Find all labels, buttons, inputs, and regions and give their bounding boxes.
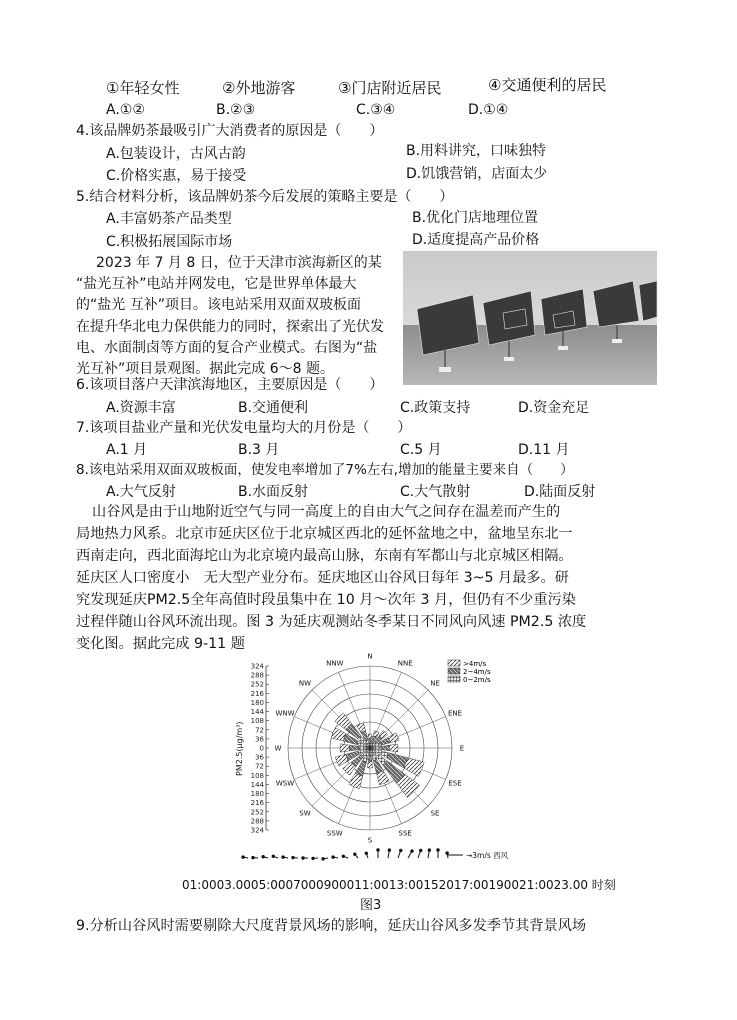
q7-stem: 7.该项目盐业产量和光伏发电量均大的月份是（ ） xyxy=(76,420,412,436)
q8-option-a: A.大气反射 xyxy=(106,484,176,500)
wind-wedge xyxy=(368,734,372,738)
wind-arrow-head xyxy=(322,858,324,860)
wind-arrow-head xyxy=(252,856,254,858)
direction-label: W xyxy=(274,744,282,753)
figure-legend xyxy=(448,660,491,684)
q5-option-c: C.积极拓展国际市场 xyxy=(106,234,233,250)
para2-line-7: 变化图。据此完成 9-11 题 xyxy=(76,636,245,652)
wind-wedge xyxy=(404,758,424,777)
para1-line-4: 在提升华北电力保供能力的同时，探索出了光伏发 xyxy=(76,319,384,335)
wind-wedge xyxy=(380,745,390,750)
direction-label: NE xyxy=(430,679,440,688)
wind-arrow-head xyxy=(437,849,439,851)
direction-label: SW xyxy=(299,809,311,818)
wind-arrow-head xyxy=(420,849,422,851)
q9-stem: 9.分析山谷风时需要剔除大尺度背景风场的影响，延庆山谷风多发季节其背景风场 xyxy=(76,918,587,934)
y-tick-label: 72 xyxy=(255,762,264,771)
wind-arrow-head xyxy=(354,853,356,855)
y-tick-label: 108 xyxy=(250,717,264,726)
q3-item-2: ②外地游客 xyxy=(222,79,296,97)
q3-item-1: ①年轻女性 xyxy=(106,79,180,97)
q3-item-4: ④交通便利的居民 xyxy=(488,76,607,94)
q6-option-c: C.政策支持 xyxy=(400,400,471,416)
para2-line-2: 局地热力风系。北京市延庆区位于北京城区西北的延怀盆地之中，盆地呈东北一 xyxy=(76,526,573,542)
y-tick-label: 216 xyxy=(250,799,264,808)
q5-option-b: B.优化门店地理位置 xyxy=(412,210,539,226)
para1-line-6: 光互补”项目景观图。据此完成 6～8 题。 xyxy=(76,361,334,377)
wind-arrow-head xyxy=(446,852,448,854)
y-tick-label: 252 xyxy=(250,680,264,689)
para2-line-6: 过程伴随山谷风环流出现。图 3 为延庆观测站冬季某日不同风向风速 PM2.5 浓度 xyxy=(76,614,587,630)
direction-label: E xyxy=(459,744,465,753)
y-tick-label: 36 xyxy=(255,735,264,744)
wind-wedge xyxy=(373,731,379,738)
wind-arrow-head xyxy=(292,856,294,858)
q6-stem: 6.该项目落户天津滨海地区，主要原因是（ ） xyxy=(76,377,384,393)
para2-line-5: 究发现延庆PM2.5全年高值时段虽集中在 10 月～次年 3 月，但仍有不少重污染 xyxy=(76,592,576,608)
wind-arrow-head xyxy=(377,849,379,851)
q6-option-d: D.资金充足 xyxy=(518,400,590,416)
wind-wedge xyxy=(389,744,398,752)
q3-option-c: C.③④ xyxy=(356,102,396,118)
direction-label: N xyxy=(367,652,373,661)
direction-label: NW xyxy=(298,679,312,688)
q7-option-d: D.11 月 xyxy=(518,442,570,458)
y-tick-label: 72 xyxy=(255,726,264,735)
wind-arrow-head xyxy=(411,850,413,852)
wind-arrow-head xyxy=(428,849,430,851)
wind-wedge xyxy=(369,738,372,743)
direction-label: SSW xyxy=(326,829,343,838)
y-tick-label: 0 xyxy=(259,744,264,753)
y-tick-label: 324 xyxy=(250,826,264,835)
y-tick-label: 180 xyxy=(250,698,264,707)
direction-label: WNW xyxy=(275,709,295,718)
y-tick-label: 288 xyxy=(250,817,264,826)
wind-arrow-head xyxy=(400,849,402,851)
q6-option-a: A.资源丰富 xyxy=(106,400,176,416)
y-tick-label: 144 xyxy=(250,780,264,789)
y-tick-label: 180 xyxy=(250,790,264,799)
para1-line-3: 的“盐光 互补”项目。该电站采用双面双玻板面 xyxy=(76,297,361,313)
wind-wedge xyxy=(368,755,372,762)
q7-option-a: A.1 月 xyxy=(106,442,148,458)
para2-line-1: 山谷风是由于山地附近空气与同一高度上的自由大气之间存在温差而产生的 xyxy=(92,504,561,520)
wind-wedge xyxy=(357,723,366,732)
q8-stem: 8.该电站采用双面双玻板面，使发电率增加了7%左右,增加的能量主要来自（ ） xyxy=(76,462,574,478)
wind-wedge xyxy=(335,754,348,766)
q3-option-a: A.①② xyxy=(106,102,145,118)
direction-label: ESE xyxy=(448,779,462,788)
direction-label: NNE xyxy=(397,659,413,668)
wind-arrow-head xyxy=(282,856,284,858)
figure-time-axis: 01:0003.0005:0007000900011:0013:00152017:00190021:0023.00 时刻 xyxy=(182,878,616,892)
wind-wedge xyxy=(377,771,390,785)
y-tick-label: 288 xyxy=(250,671,264,680)
y-tick-label: 108 xyxy=(250,771,264,780)
q4-option-a: A.包装设计，古风古韵 xyxy=(106,146,246,162)
q3-option-d: D.①④ xyxy=(468,102,509,118)
wind-arrow-head xyxy=(262,856,264,858)
q3-item-3: ③门店附近居民 xyxy=(338,79,442,97)
para1-line-5: 电、水面制卤等方面的复合产业模式。右图为“盐 xyxy=(76,340,378,356)
q8-option-d: D.陆面反射 xyxy=(524,484,596,500)
wind-arrow-head xyxy=(242,856,244,858)
direction-label: NNW xyxy=(326,659,344,668)
q4-stem: 4.该品牌奶茶最吸引广大消费者的原因是（ ） xyxy=(76,123,384,139)
direction-label: WSW xyxy=(275,779,295,788)
q4-option-c: C.价格实惠，易于接受 xyxy=(106,168,247,184)
wind-scale-note: →3m/s 西风 xyxy=(466,851,509,860)
direction-label: S xyxy=(367,836,373,845)
wind-arrow-head xyxy=(342,855,344,857)
legend-fast: >4m/s xyxy=(463,660,487,668)
legend-slow: 0~2m/s xyxy=(463,676,491,684)
y-tick-label: 216 xyxy=(250,689,264,698)
q8-option-c: C.大气散射 xyxy=(400,484,471,500)
para2-line-4: 延庆区人口密度小 无大型产业分布。延庆地区山谷风日每年 3~5 月最多。研 xyxy=(76,570,569,586)
y-tick-label: 36 xyxy=(255,753,264,762)
wind-arrow-head xyxy=(388,849,390,851)
wind-arrow-head xyxy=(272,855,274,857)
wind-arrow-head xyxy=(312,857,314,859)
q5-stem: 5.结合材料分析，该品牌奶茶今后发展的策略主要是（ ） xyxy=(76,189,454,205)
q5-option-d: D.适度提高产品价格 xyxy=(412,232,540,248)
wind-wedge xyxy=(367,762,373,768)
para1-line-2: “盐光互补”电站并网发电，它是世界单体最大 xyxy=(76,276,357,292)
direction-label: ENE xyxy=(447,709,463,718)
q7-option-c: C.5 月 xyxy=(400,442,442,458)
q4-option-d: D.饥饿营销，店面太少 xyxy=(406,166,548,182)
q5-option-a: A.丰富奶茶产品类型 xyxy=(106,211,232,227)
y-tick-label: 324 xyxy=(250,662,264,671)
figure-3-wind-rose xyxy=(230,652,530,872)
q3-option-b: B.②③ xyxy=(216,102,256,118)
wind-arrow-head xyxy=(365,852,367,854)
y-tick-label: 144 xyxy=(250,708,264,717)
wind-arrow-head xyxy=(332,856,334,858)
wind-arrow-head xyxy=(302,857,304,859)
direction-label: SE xyxy=(430,809,440,818)
q6-option-b: B.交通便利 xyxy=(238,400,309,416)
figure-ylabel: PM2.5(μg/m³) xyxy=(235,721,244,776)
wind-wedge xyxy=(349,773,363,788)
solar-project-photo xyxy=(403,251,657,385)
legend-mid: 2~4m/s xyxy=(463,668,491,676)
wind-arrow-strip xyxy=(238,844,568,868)
q4-option-b: B.用料讲究，口味独特 xyxy=(406,143,547,159)
wind-wedge xyxy=(331,728,346,741)
y-tick-label: 252 xyxy=(250,808,264,817)
para1-line-1: 2023 年 7 月 8 日，位于天津市滨海新区的某 xyxy=(96,255,382,271)
direction-label: SSE xyxy=(398,829,412,838)
q8-option-b: B.水面反射 xyxy=(238,484,309,500)
para2-line-3: 西南走向，西北面海坨山为北京境内最高山脉，东南有军都山与北京城区相隔。 xyxy=(76,548,573,564)
wind-wedge xyxy=(388,733,399,743)
q7-option-b: B.3 月 xyxy=(238,442,280,458)
figure-caption: 图3 xyxy=(360,898,382,913)
wind-wedge xyxy=(340,744,349,752)
